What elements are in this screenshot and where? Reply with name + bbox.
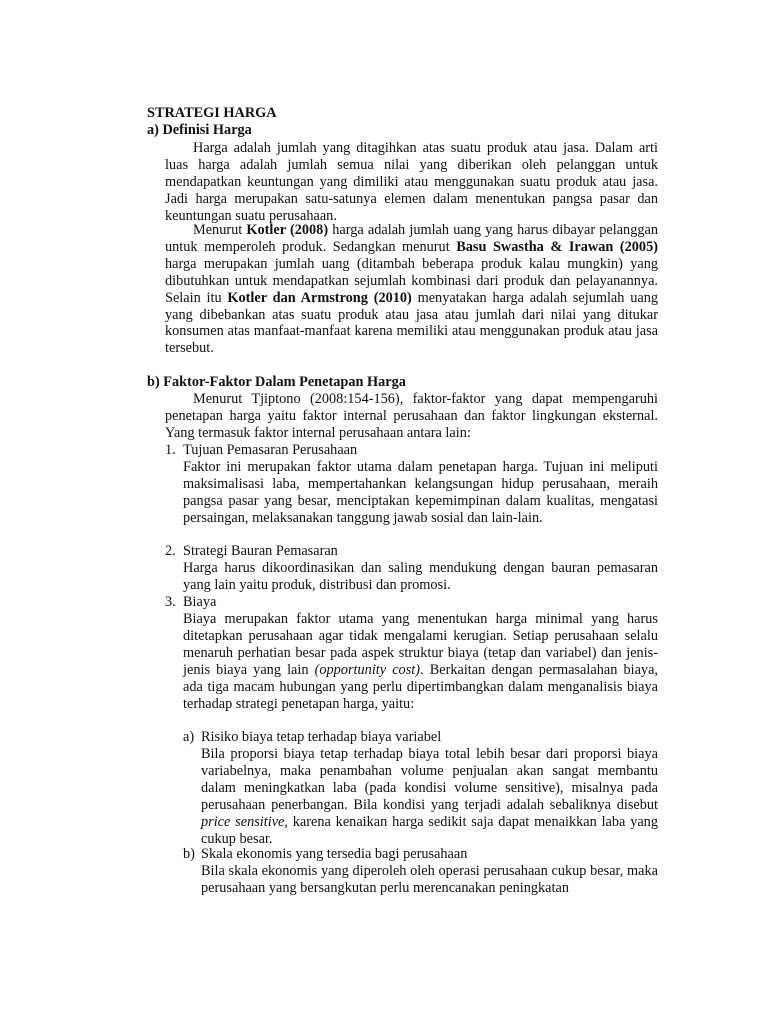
- list-item-number: 3.: [165, 594, 176, 610]
- text-run: Bila proporsi biaya tetap terhadap biaya total lebih besar dari proporsi biaya variabelnya, maka penambahan volume penjualan akan sangat membantu dalam meningkatkan laba (pada kondisi volume sensitive), misalnya pada perusahaan penerbangan. Bila kondisi yang terjadi adalah sebaliknya disebut: [201, 746, 658, 813]
- document-title: STRATEGI HARGA: [147, 105, 277, 121]
- list-item-number: 1.: [165, 442, 176, 458]
- text-run: , karena kenaikan harga sedikit saja dapat menaikkan laba yang cukup besar.: [201, 813, 658, 847]
- list-item-title: Strategi Bauran Pemasaran: [183, 543, 338, 559]
- list-item-heading: [165, 543, 658, 560]
- section-b-heading: b) Faktor-Faktor Dalam Penetapan Harga: [147, 374, 406, 390]
- list-item-body: [183, 611, 658, 712]
- sub-item-title: Skala ekonomis yang tersedia bagi perusahaan: [201, 846, 468, 862]
- section-a-paragraph-2: [165, 222, 658, 357]
- sub-item-body: [201, 746, 658, 847]
- list-item-title: Biaya: [183, 594, 217, 610]
- italic-term-opportunity-cost: (opportunity cost): [314, 661, 421, 678]
- text-run: . Berkaitan dengan permasalahan biaya, ada tiga macam hubungan yang perlu dipertimbangkan dalam menganalisis biaya terhadap strategi penetapan harga, yaitu:: [183, 661, 659, 712]
- text-run: Biaya merupakan faktor utama yang menentukan harga minimal yang harus ditetapkan perusahaan agar tidak mengalami kerugian. Setiap perusahaan selalu menaruh perhatian besar pada aspek struktur biaya (tetap dan variabel) dan jenis-jenis biaya yang lain: [183, 611, 658, 678]
- section-a-heading: a) Definisi Harga: [147, 122, 252, 138]
- list-item-number: 2.: [165, 543, 176, 559]
- text-run: harga merupakan jumlah uang (ditambah beberapa produk kalau mungkin) yang dibutuhkan untuk mendapatkan sejumlah kombinasi dari produk dan pelayanannya. Selain itu: [165, 255, 658, 306]
- citation-kotler-armstrong: Kotler dan Armstrong (2010): [227, 289, 412, 306]
- sub-item-heading: [183, 846, 658, 863]
- list-item-body: Harga harus dikoordinasikan dan saling mendukung dengan bauran pemasaran yang lain yaitu produk, distribusi dan promosi.: [183, 560, 658, 593]
- section-b-paragraph-1: Menurut Tjiptono (2008:154-156), faktor-faktor yang dapat mempengaruhi penetapan harga yaitu faktor internal perusahaan dan faktor lingkungan eksternal. Yang termasuk faktor internal perusahaan antara lain:: [165, 391, 658, 441]
- list-item-body: Faktor ini merupakan faktor utama dalam penetapan harga. Tujuan ini meliputi maksimalisasi laba, mempertahankan kelangsungan hidup perusahaan, meraih pangsa pasar yang besar, menciptakan kepemimpinan dalam kualitas, mengatasi persaingan, melaksanakan tanggung jawab sosial dan lain-lain.: [183, 459, 658, 526]
- list-item-heading: [165, 594, 658, 611]
- sub-item-body: Bila skala ekonomis yang diperoleh oleh operasi perusahaan cukup besar, maka perusahaan yang bersangkutan perlu merencanakan peningkatan: [201, 863, 658, 896]
- text-run: harga adalah jumlah uang yang harus dibayar pelanggan untuk memperoleh produk. Sedangkan menurut: [165, 222, 658, 255]
- text-run: menyatakan harga adalah sejumlah uang yang dibebankan atas suatu produk atau jasa atau jumlah dari nilai yang ditukar konsumen atas manfaat-manfaat karena memiliki atau menggunakan produk atau jasa tersebut.: [165, 289, 658, 357]
- list-item-heading: [165, 442, 658, 459]
- citation-basu-swastha-irawan: Basu Swastha & Irawan (2005): [456, 238, 658, 255]
- section-a-paragraph-1: Harga adalah jumlah yang ditagihkan atas suatu produk atau jasa. Dalam arti luas harga adalah jumlah semua nilai yang diberikan oleh pelanggan untuk mendapatkan keuntungan yang dimiliki atau menggunakan suatu produk atau jasa. Jadi harga merupakan satu-satunya elemen dalam menentukan pangsa pasar dan keuntungan suatu perusahaan.: [165, 140, 658, 224]
- list-item-title: Tujuan Pemasaran Perusahaan: [183, 442, 358, 458]
- text-run: Menurut: [193, 222, 247, 238]
- sub-item-title: Risiko biaya tetap terhadap biaya variabel: [201, 729, 442, 745]
- sub-item-letter: a): [183, 729, 195, 745]
- sub-item-letter: b): [183, 846, 195, 862]
- citation-kotler-2008: Kotler (2008): [246, 222, 329, 238]
- sub-item-heading: [183, 729, 658, 746]
- italic-term-price-sensitive: price sensitive: [201, 813, 285, 830]
